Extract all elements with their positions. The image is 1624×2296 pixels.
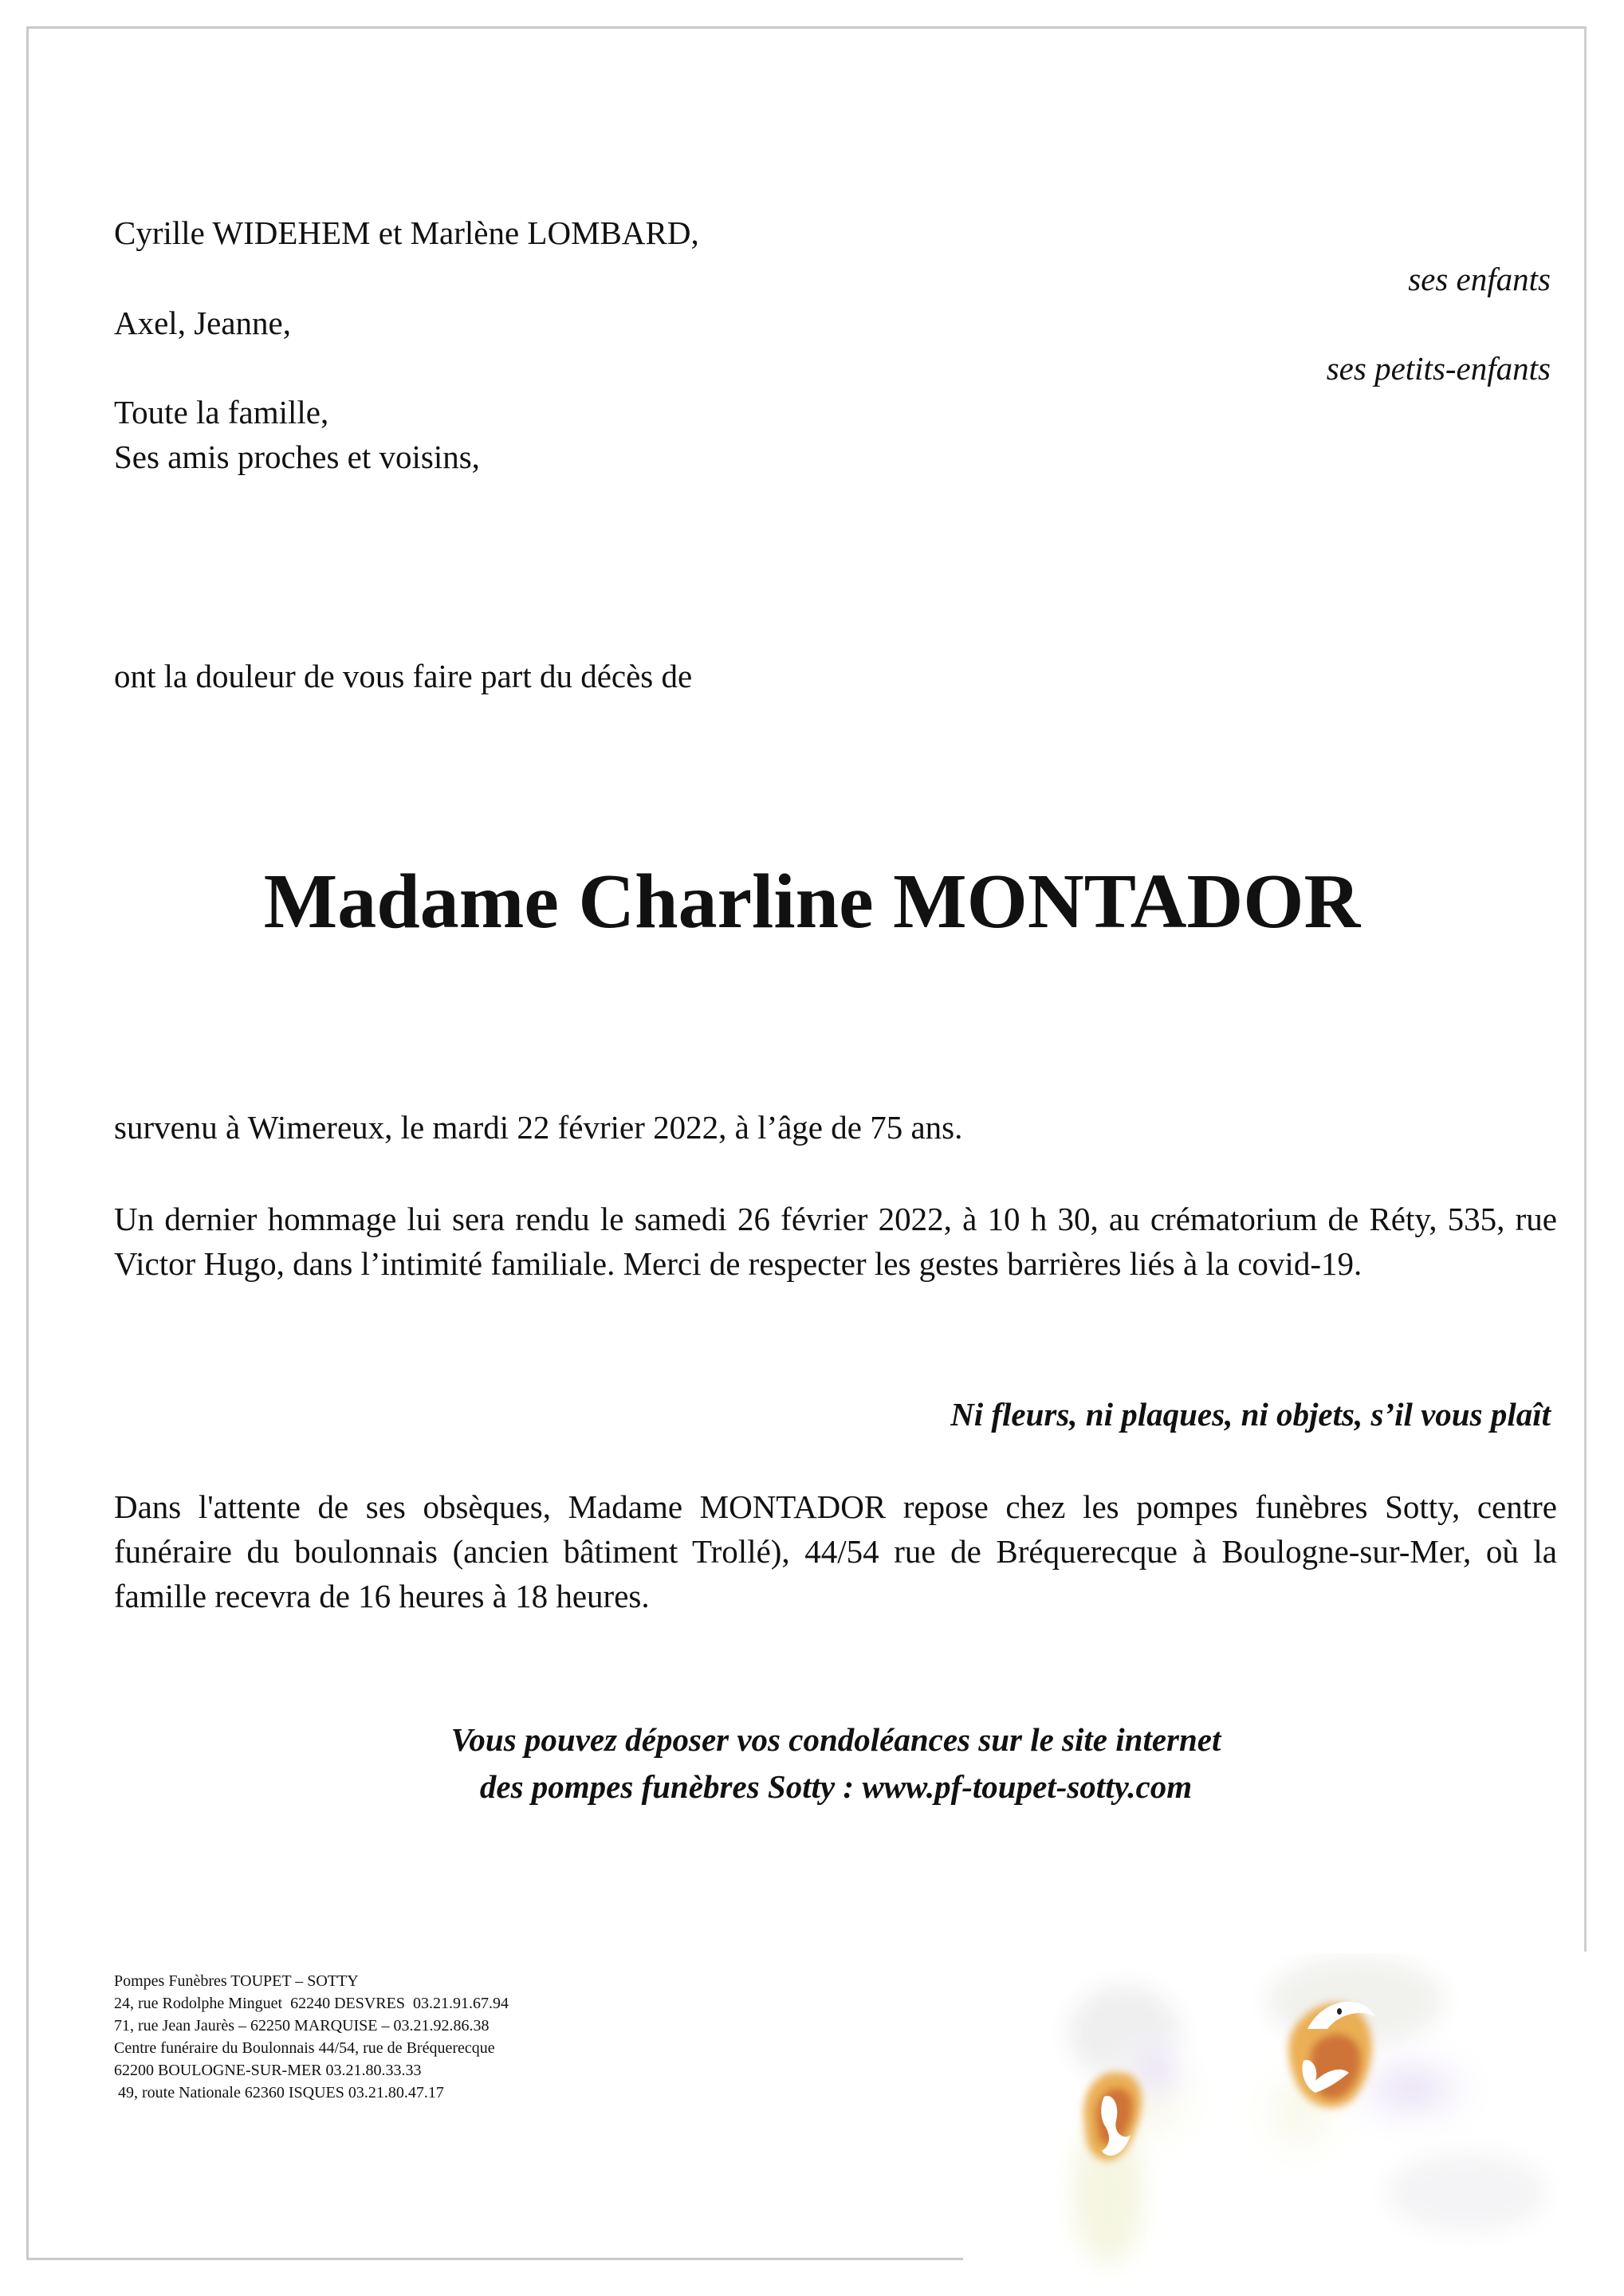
- announcement-intro: ont la douleur de vous faire part du décès de: [114, 658, 693, 694]
- orchid-right: [1236, 1957, 1547, 2232]
- funeral-home-contacts: [114, 1970, 509, 2104]
- no-flowers-notice: Ni fleurs, ni plaques, ni objets, s’il vous plaît: [950, 1396, 1551, 1433]
- white-orchids-image: [1036, 1953, 1624, 2296]
- page-frame-top: [26, 26, 1587, 29]
- tribute-paragraph: Un dernier hommage lui sera rendu le samedi 26 février 2022, à 10 h 30, au crématorium de Réty, 535, rue Victor Hugo, dans l’intimité familiale. Merci de respecter les gestes barrières liés à la covid-19.: [114, 1201, 1557, 1282]
- children-role: ses enfants: [1408, 261, 1551, 297]
- condolences-line-1: Vous pouvez déposer vos condoléances sur le site internet: [450, 1721, 1221, 1758]
- whole-family: Toute la famille,: [114, 394, 329, 431]
- page-frame-right: [1584, 26, 1587, 1952]
- footer-line: 49, route Nationale 62360 ISQUES 03.21.80.47.17: [114, 2084, 444, 2101]
- footer-line: 62200 BOULOGNE-SUR-MER 03.21.80.33.33: [114, 2062, 422, 2079]
- footer-line: 24, rue Rodolphe Minguet 62240 DESVRES 03.21.91.67.94: [114, 1995, 509, 2012]
- death-details: survenu à Wimereux, le mardi 22 février 2022, à l’âge de 75 ans.: [114, 1109, 963, 1146]
- friends-neighbours: Ses amis proches et voisins,: [114, 438, 480, 475]
- page-frame-left: [26, 26, 29, 2259]
- deceased-name: Madame Charline MONTADOR: [263, 859, 1361, 945]
- footer-line: Centre funéraire du Boulonnais 44/54, rue de Bréquerecque: [114, 2039, 495, 2057]
- condolences-line-2: des pompes funèbres Sotty : www.pf-toupet-sotty.com: [479, 1768, 1193, 1805]
- footer-line: 71, rue Jean Jaurès – 62250 MARQUISE – 03.21.92.86.38: [114, 2017, 490, 2035]
- footer-line: Pompes Funèbres TOUPET – SOTTY: [114, 1972, 359, 1990]
- page-frame-bottom: [26, 2258, 963, 2260]
- grandchildren-role: ses petits-enfants: [1326, 350, 1551, 387]
- grandchildren-names: Axel, Jeanne,: [114, 305, 291, 341]
- resting-place-paragraph: Dans l'attente de ses obsèques, Madame MONTADOR repose chez les pompes funèbres Sotty, centre funéraire du boulonnais (ancien bâtiment Trollé), 44/54 rue de Bréquerecque à Boulogne-sur-Mer, où la famille recevra de 16 heures à 18 heures.: [114, 1488, 1557, 1614]
- children-names: Cyrille WIDEHEM et Marlène LOMBARD,: [114, 214, 699, 251]
